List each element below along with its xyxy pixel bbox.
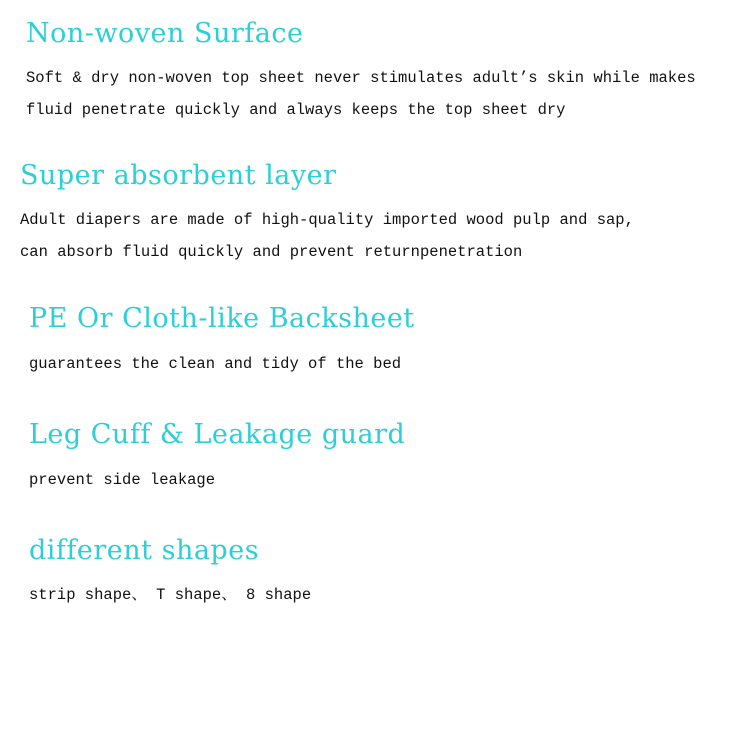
section-text-line: fluid penetrate quickly and always keeps the top sheet dry (26, 101, 566, 119)
section-heading: different shapes (29, 535, 260, 566)
section-text-line: prevent side leakage (29, 471, 216, 489)
section-text-line: Adult diapers are made of high-quality imported wood pulp and sap, (20, 211, 634, 229)
section-text-line: strip shape、 T shape、 8 shape (29, 586, 312, 604)
section-text-line: Soft & dry non-woven top sheet never stimulates adult’s skin while makes (26, 69, 696, 87)
section-heading: PE Or Cloth-like Backsheet (29, 303, 415, 334)
section-heading: Leg Cuff & Leakage guard (29, 419, 406, 450)
section-text-line: guarantees the clean and tidy of the bed (29, 355, 402, 373)
section-heading: Super absorbent layer (20, 160, 337, 191)
section-heading: Non-woven Surface (26, 18, 304, 49)
section-text-line: can absorb fluid quickly and prevent returnpenetration (20, 243, 523, 261)
